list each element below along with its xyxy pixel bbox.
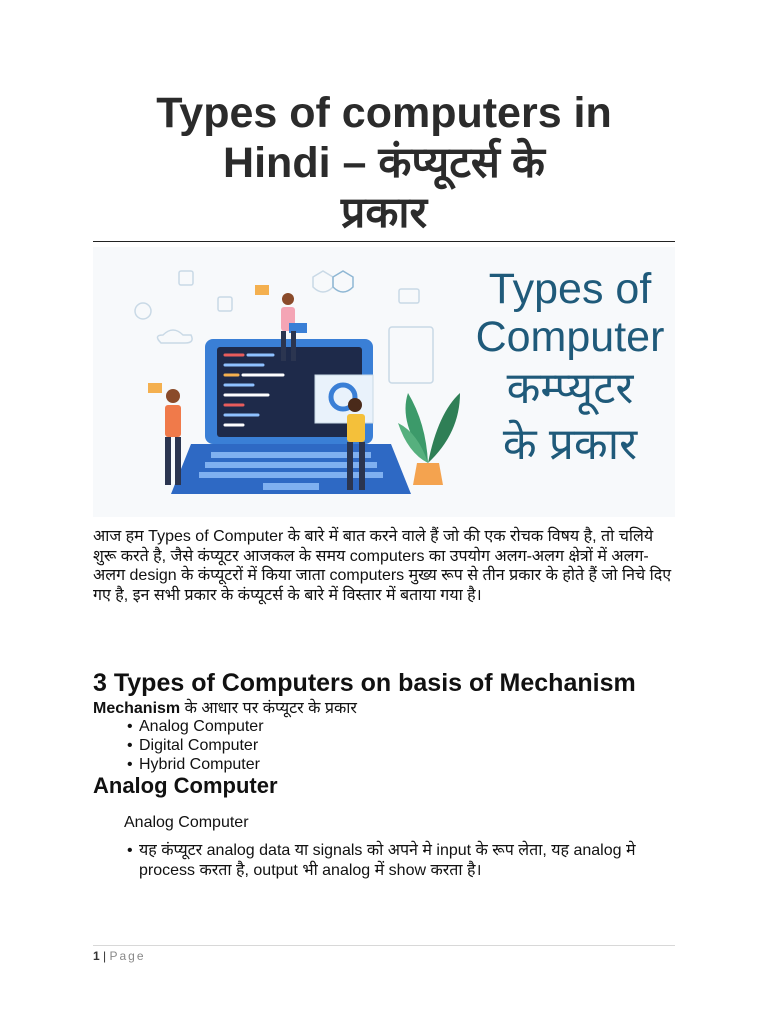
title-divider bbox=[93, 241, 675, 242]
hero-caption-line-2: Computer bbox=[475, 313, 665, 361]
list-item: • Digital Computer bbox=[127, 736, 264, 755]
hero-caption-line-1: Types of bbox=[488, 265, 652, 313]
title-line-1: Types of computers in bbox=[156, 89, 612, 137]
analog-bullet-text: यह कंप्यूटर analog data या signals को अपने मे input के रूप लेता, यह analog मे process करता है, output भी analog में show करता है। bbox=[139, 842, 636, 879]
list-item: • Hybrid Computer bbox=[127, 755, 264, 774]
footer-divider bbox=[93, 945, 675, 946]
hero-caption-line-4: के प्रकार bbox=[502, 420, 638, 469]
section-heading: 3 Types of Computers on basis of Mechanism bbox=[93, 669, 636, 697]
subheading-rest: के आधार पर कंप्यूटर के प्रकार bbox=[180, 700, 357, 717]
document-title bbox=[93, 88, 675, 238]
title-line-3: प्रकार bbox=[340, 189, 428, 237]
footer-separator: | bbox=[103, 949, 107, 963]
hero-caption-line-3: कम्प्यूटर bbox=[506, 364, 634, 413]
intro-paragraph: आज हम Types of Computer के बारे में बात करने वाले हैं जो की एक रोचक विषय है, तो चलिये शुरू करते है, जैसे कंप्यूटर आजकल के समय computers का उपयोग अलग-अलग क्षेत्रों में अलग-अलग design के कंप्यूटरों में किया जाता computers मुख्य रूप से तीन प्रकार के होते हैं जो निचे दिए गए है, इन सभी प्रकार के कंप्यूटर्स के बारे में विस्तार में बताया गया है। bbox=[93, 528, 672, 604]
subheading-bold: Mechanism bbox=[93, 700, 181, 717]
title-line-2: Hindi – कंप्यूटर्स के bbox=[223, 139, 545, 187]
hero-caption bbox=[465, 265, 675, 473]
section-subheading bbox=[93, 699, 357, 718]
analog-label: Analog Computer bbox=[124, 814, 249, 831]
page-label: Page bbox=[109, 949, 146, 963]
analog-bullet bbox=[127, 841, 675, 880]
computer-types-list bbox=[127, 717, 264, 774]
bullet-dot: • bbox=[127, 842, 133, 859]
page-footer bbox=[93, 948, 146, 964]
analog-heading: Analog Computer bbox=[93, 773, 278, 798]
hero-illustration bbox=[93, 247, 675, 517]
page-number: 1 bbox=[93, 949, 100, 963]
list-item: • Analog Computer bbox=[127, 717, 264, 736]
